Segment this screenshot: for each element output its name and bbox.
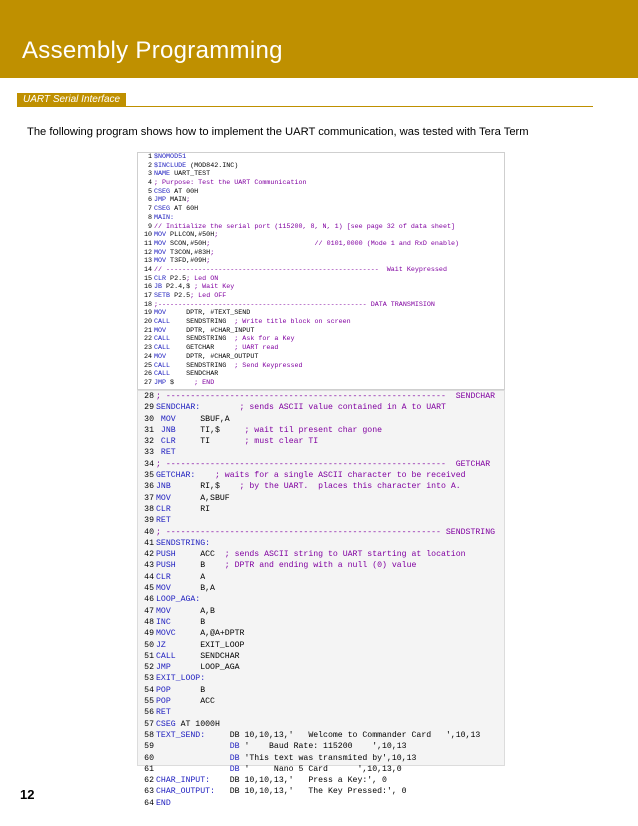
code-line	[138, 379, 504, 388]
line-number: 18	[143, 300, 152, 309]
line-number: 33	[144, 448, 154, 458]
code-line	[138, 344, 504, 353]
line-number: 1	[147, 153, 152, 161]
code-text: ; --------------------------------------------------------- SENDCHAR	[156, 392, 496, 401]
code-text: MOV DPTR, #CHAR_OUTPUT	[154, 352, 259, 361]
line-number: 8	[147, 213, 152, 222]
line-number: 44	[144, 572, 154, 582]
code-text: JNB TI,$ ; wait til present char gone	[160, 425, 383, 435]
line-number: 49	[144, 629, 154, 639]
code-line	[138, 257, 504, 266]
line-number: 25	[143, 361, 152, 370]
code-text: RET	[156, 708, 171, 718]
code-line	[138, 188, 504, 197]
code-line	[138, 436, 504, 447]
code-text: MOV T3CON,#83H;	[154, 248, 215, 257]
code-text: CLR RI	[156, 504, 211, 514]
line-number: 51	[144, 651, 154, 661]
line-number: 2	[147, 161, 152, 170]
line-number: 24	[143, 352, 152, 361]
line-number: 16	[143, 283, 152, 292]
line-number: 64	[144, 798, 154, 808]
code-line	[138, 662, 504, 673]
line-number: 7	[147, 205, 152, 214]
code-line	[138, 162, 504, 171]
code-line	[138, 730, 504, 741]
code-line	[138, 318, 504, 327]
code-line	[138, 292, 504, 301]
line-number: 36	[144, 482, 154, 492]
line-number: 37	[144, 493, 154, 503]
code-line	[138, 353, 504, 362]
code-text: MOV A,SBUF	[156, 493, 230, 503]
line-number: 53	[144, 674, 154, 684]
line-number: 59	[144, 742, 154, 752]
line-number: 17	[143, 292, 152, 300]
code-line	[138, 231, 504, 240]
line-number: 27	[143, 378, 152, 387]
line-number: 47	[144, 606, 154, 616]
code-line	[138, 425, 504, 436]
code-line	[138, 414, 504, 425]
section-tab: UART Serial Interface	[17, 93, 126, 107]
line-number: 31	[144, 425, 154, 435]
line-number: 23	[143, 344, 152, 353]
line-number: 21	[143, 326, 152, 335]
line-number: 40	[144, 527, 154, 537]
code-text: PUSH B ; DPTR and ending with a null (0) value	[156, 561, 417, 571]
code-line	[138, 493, 504, 504]
code-line	[138, 673, 504, 684]
code-line	[138, 481, 504, 492]
line-number: 3	[147, 170, 152, 179]
code-text: MOV SCON,#50H; // 0101,0000 (Mode 1 and RxD enable)	[154, 239, 460, 248]
code-text: MOV SBUF,A	[160, 414, 230, 424]
line-number: 55	[144, 697, 154, 707]
line-number: 58	[144, 730, 154, 740]
code-text: POP B	[156, 685, 206, 695]
line-number: 54	[144, 685, 154, 695]
code-text: NAME UART_TEST	[154, 170, 211, 179]
line-number: 48	[144, 617, 154, 627]
code-line	[138, 527, 504, 538]
code-line	[138, 775, 504, 786]
code-line	[138, 628, 504, 639]
code-line	[138, 240, 504, 249]
code-text: CSEG AT 00H	[154, 187, 199, 196]
code-line	[138, 179, 504, 188]
line-number: 34	[144, 459, 154, 469]
code-text: DB ' Nano 5 Card ',10,13,0	[229, 764, 402, 774]
code-text: ; Purpose: Test the UART Communication	[154, 179, 307, 188]
code-line	[138, 327, 504, 336]
line-number: 22	[143, 335, 152, 344]
code-text: CALL SENDSTRING ; Ask for a Key	[154, 335, 295, 344]
intro-paragraph: The following program shows how to implement the UART communication, was tested with Tera Term	[27, 126, 529, 138]
code-text: INC B	[156, 617, 206, 627]
code-line	[138, 470, 504, 481]
line-number: 10	[143, 231, 152, 240]
code-line	[138, 594, 504, 605]
line-number: 6	[147, 196, 152, 205]
code-text: $NOMOD51	[154, 153, 187, 161]
line-number: 28	[144, 392, 154, 401]
code-line	[138, 583, 504, 594]
code-text: GETCHAR: ; waits for a single ASCII character to be received	[156, 471, 466, 481]
line-number: 4	[147, 179, 152, 188]
code-line	[138, 640, 504, 651]
code-line	[138, 309, 504, 318]
code-line	[138, 617, 504, 628]
code-line	[138, 447, 504, 458]
code-line	[138, 223, 504, 232]
code-text: DB ' Baud Rate: 115200 ',10,13	[229, 742, 407, 752]
line-number: 46	[144, 595, 154, 605]
code-text: CHAR_OUTPUT: DB 10,10,13,' The Key Pressed:', 0	[156, 787, 407, 797]
line-number: 39	[144, 516, 154, 526]
code-text: // ----------------------------------------------------- Wait Keypressed	[154, 265, 447, 274]
code-text: JMP $ ; END	[154, 378, 215, 387]
line-number: 42	[144, 550, 154, 560]
code-line	[138, 538, 504, 549]
code-line	[138, 786, 504, 797]
code-line	[138, 753, 504, 764]
code-text: LOOP_AGA:	[156, 595, 201, 605]
line-number: 56	[144, 708, 154, 718]
code-line	[138, 214, 504, 223]
code-text: CALL SENDCHAR	[156, 651, 240, 661]
code-line	[138, 764, 504, 775]
code-line	[138, 370, 504, 379]
code-text: CSEG AT 60H	[154, 205, 199, 214]
code-text: CALL SENDSTRING ; Send Keypressed	[154, 361, 303, 370]
line-number: 29	[144, 403, 154, 413]
code-text: $INCLUDE (MOD842.INC)	[154, 161, 239, 170]
code-text: CALL SENDCHAR	[154, 370, 219, 379]
code-line	[138, 362, 504, 371]
code-line	[138, 798, 504, 809]
code-text: ; -------------------------------------------------------- SENDSTRING	[156, 527, 496, 537]
code-line	[138, 651, 504, 662]
line-number: 13	[143, 257, 152, 266]
code-line	[138, 515, 504, 526]
code-text: JNB RI,$ ; by the UART. places this character into A.	[156, 482, 461, 492]
code-text: MOVC A,@A+DPTR	[156, 629, 245, 639]
code-line	[138, 606, 504, 617]
section-divider	[17, 106, 593, 107]
code-text: MOV PLLCON,#50H;	[154, 231, 219, 240]
code-line	[138, 707, 504, 718]
line-number: 19	[143, 309, 152, 318]
line-number: 61	[144, 764, 154, 774]
code-text: CALL GETCHAR ; UART read	[154, 344, 279, 353]
code-text: DB 'This text was transmited by',10,13	[229, 753, 417, 763]
code-line	[138, 719, 504, 730]
line-number: 26	[143, 370, 152, 379]
code-line	[138, 249, 504, 258]
code-text: CSEG AT 1000H	[156, 719, 220, 729]
code-text: MOV A,B	[156, 606, 215, 616]
code-line	[138, 402, 504, 413]
line-number: 5	[147, 187, 152, 196]
code-text: PUSH ACC ; sends ASCII string to UART starting at location	[156, 550, 466, 560]
code-line	[138, 560, 504, 571]
page-number: 12	[20, 787, 35, 802]
code-text: END	[156, 798, 171, 808]
page-title: Assembly Programming	[22, 37, 283, 64]
line-number: 14	[143, 265, 152, 274]
code-listing-part-2	[137, 390, 505, 808]
code-text: SENDCHAR: ; sends ASCII value contained in A to UART	[156, 403, 446, 413]
code-text: ;---------------------------------------------------- DATA TRANSMISION	[154, 300, 435, 309]
code-line	[138, 153, 504, 162]
code-text: MOV DPTR, #CHAR_INPUT	[154, 326, 255, 335]
code-text: CHAR_INPUT: DB 10,10,13,' Press a Key:', 0	[156, 776, 387, 786]
line-number: 63	[144, 787, 154, 797]
code-line	[138, 205, 504, 214]
code-text: EXIT_LOOP:	[156, 674, 206, 684]
line-number: 45	[144, 584, 154, 594]
line-number: 15	[143, 274, 152, 283]
code-text: RET	[156, 516, 171, 526]
code-line	[138, 335, 504, 344]
line-number: 20	[143, 318, 152, 327]
code-text: MOV DPTR, #TEXT_SEND	[154, 309, 251, 318]
code-text: RET	[160, 448, 176, 458]
code-text: MOV B,A	[156, 584, 215, 594]
line-number: 38	[144, 504, 154, 514]
code-text: ; --------------------------------------------------------- GETCHAR	[156, 459, 491, 469]
code-text: MAIN:	[154, 213, 175, 222]
line-number: 12	[143, 248, 152, 257]
line-number: 9	[147, 222, 152, 231]
code-line	[138, 696, 504, 707]
code-line	[138, 572, 504, 583]
code-text: JZ EXIT_LOOP	[156, 640, 245, 650]
line-number: 52	[144, 663, 154, 673]
line-number: 35	[144, 471, 154, 481]
code-line	[138, 549, 504, 560]
code-text: CALL SENDSTRING ; Write title block on screen	[154, 318, 351, 327]
line-number: 62	[144, 776, 154, 786]
code-text: POP ACC	[156, 697, 215, 707]
code-text: // Initialize the serial port (115200, 8, N, 1) [see page 32 of data sheet]	[154, 222, 455, 231]
code-text: CLR A	[156, 572, 206, 582]
code-text: SETB P2.5; Led OFF	[154, 292, 227, 300]
code-line	[138, 170, 504, 179]
code-line	[138, 301, 504, 310]
code-text: SENDSTRING:	[156, 538, 211, 548]
code-line	[138, 275, 504, 284]
code-listing-part-1	[137, 152, 505, 390]
line-number: 32	[144, 437, 154, 447]
code-line	[138, 504, 504, 515]
code-line	[138, 196, 504, 205]
code-text: MOV T3FD,#09H;	[154, 257, 211, 266]
line-number: 43	[144, 561, 154, 571]
line-number: 60	[144, 753, 154, 763]
code-text: JMP MAIN;	[154, 196, 191, 205]
line-number: 11	[143, 239, 152, 248]
code-text: JMP LOOP_AGA	[156, 663, 240, 673]
line-number: 41	[144, 538, 154, 548]
line-number: 50	[144, 640, 154, 650]
code-line	[138, 391, 504, 402]
code-line	[138, 266, 504, 275]
code-text: CLR TI ; must clear TI	[160, 437, 319, 447]
code-text: JB P2.4,$ ; Wait Key	[154, 283, 235, 292]
line-number: 57	[144, 719, 154, 729]
code-text: TEXT_SEND: DB 10,10,13,' Welcome to Commander Card ',10,13	[156, 730, 481, 740]
code-line	[138, 741, 504, 752]
code-line	[138, 459, 504, 470]
code-line	[138, 685, 504, 696]
code-text: CLR P2.5; Led ON	[154, 274, 219, 283]
line-number: 30	[144, 414, 154, 424]
code-line	[138, 283, 504, 292]
